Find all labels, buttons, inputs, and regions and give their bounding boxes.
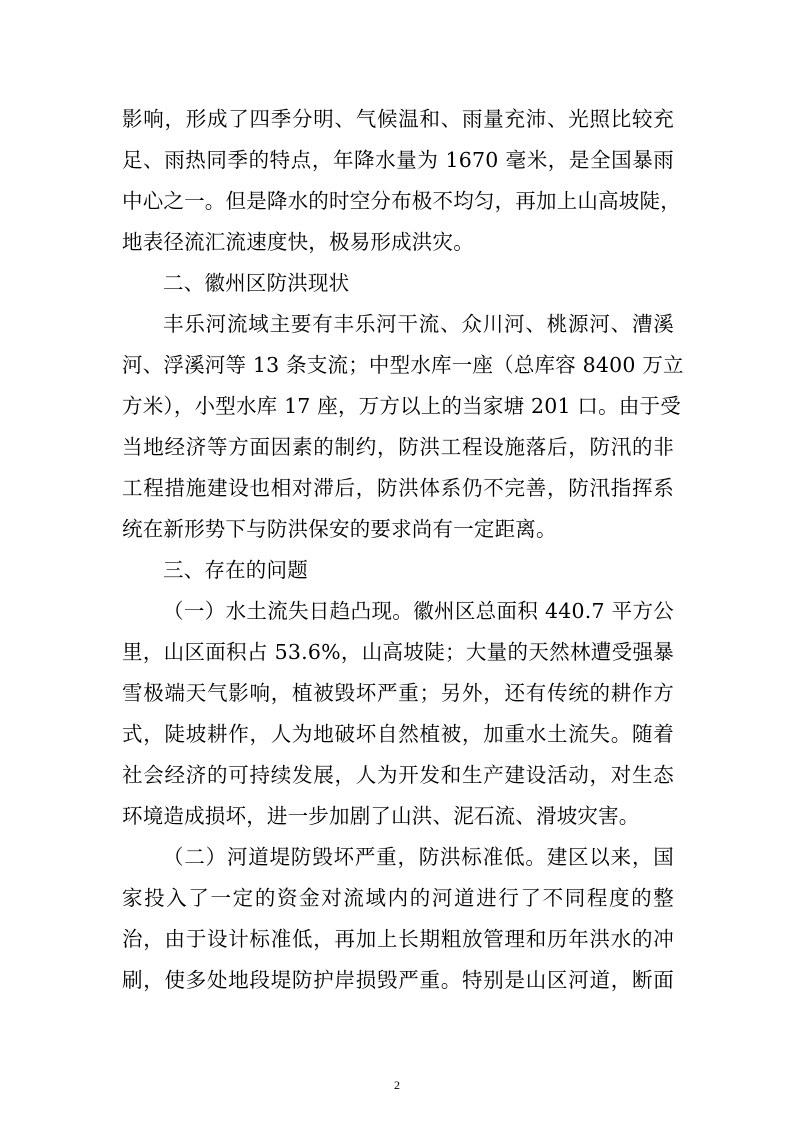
body-text-line: 统在新形势下与防洪保安的要求尚有一定距离。 <box>122 517 557 541</box>
body-text-line: 式，陡坡耕作，人为地破坏自然植被，加重水土流失。随着 <box>122 722 674 746</box>
body-text-line: 当地经济等方面因素的制约，防洪工程设施落后，防汛的非 <box>122 435 674 459</box>
body-text-line: 雪极端天气影响，植被毁坏严重；另外，还有传统的耕作方 <box>122 681 674 705</box>
body-text-line: 里，山区面积占 53.6%，山高坡陡；大量的天然林遭受强暴 <box>122 640 674 664</box>
section-heading: 二、徽州区防洪现状 <box>163 271 350 295</box>
body-text-line: 影响，形成了四季分明、气候温和、雨量充沛、光照比较充 <box>122 107 674 131</box>
body-text-line: 足、雨热同季的特点，年降水量为 1670 毫米，是全国暴雨 <box>122 148 674 172</box>
body-text-line: 环境造成损坏，进一步加剧了山洪、泥石流、滑坡灾害。 <box>122 804 640 828</box>
body-text-line: 中心之一。但是降水的时空分布极不均匀，再加上山高坡陡， <box>122 189 681 213</box>
body-text-line: 方米），小型水库 17 座，万方以上的当家塘 201 口。由于受 <box>122 394 681 418</box>
page-number: 2 <box>394 1078 400 1092</box>
body-text-line: 社会经济的可持续发展，人为开发和生产建设活动，对生态 <box>122 763 674 787</box>
body-text-line: 治，由于设计标准低，再加上长期粗放管理和历年洪水的冲 <box>122 927 674 951</box>
body-text-line: 工程措施建设也相对滞后，防洪体系仍不完善，防汛指挥系 <box>122 476 674 500</box>
body-text-line: 家投入了一定的资金对流域内的河道进行了不同程度的整 <box>122 886 674 910</box>
body-text-line: 刷，使多处地段堤防护岸损毁严重。特别是山区河道，断面 <box>122 968 674 992</box>
body-text-line: 地表径流汇流速度快，极易形成洪灾。 <box>122 230 474 254</box>
body-text-line: 河、浮溪河等 13 条支流；中型水库一座（总库容 8400 万立 <box>122 353 684 377</box>
paragraph-first-line: （一）水土流失日趋凸现。徽州区总面积 440.7 平方公 <box>163 599 674 623</box>
section-heading: 三、存在的问题 <box>163 558 308 582</box>
paragraph-first-line: （二）河道堤防毁坏严重，防洪标准低。建区以来，国 <box>163 845 674 869</box>
paragraph-first-line: 丰乐河流域主要有丰乐河干流、众川河、桃源河、漕溪 <box>163 312 674 336</box>
